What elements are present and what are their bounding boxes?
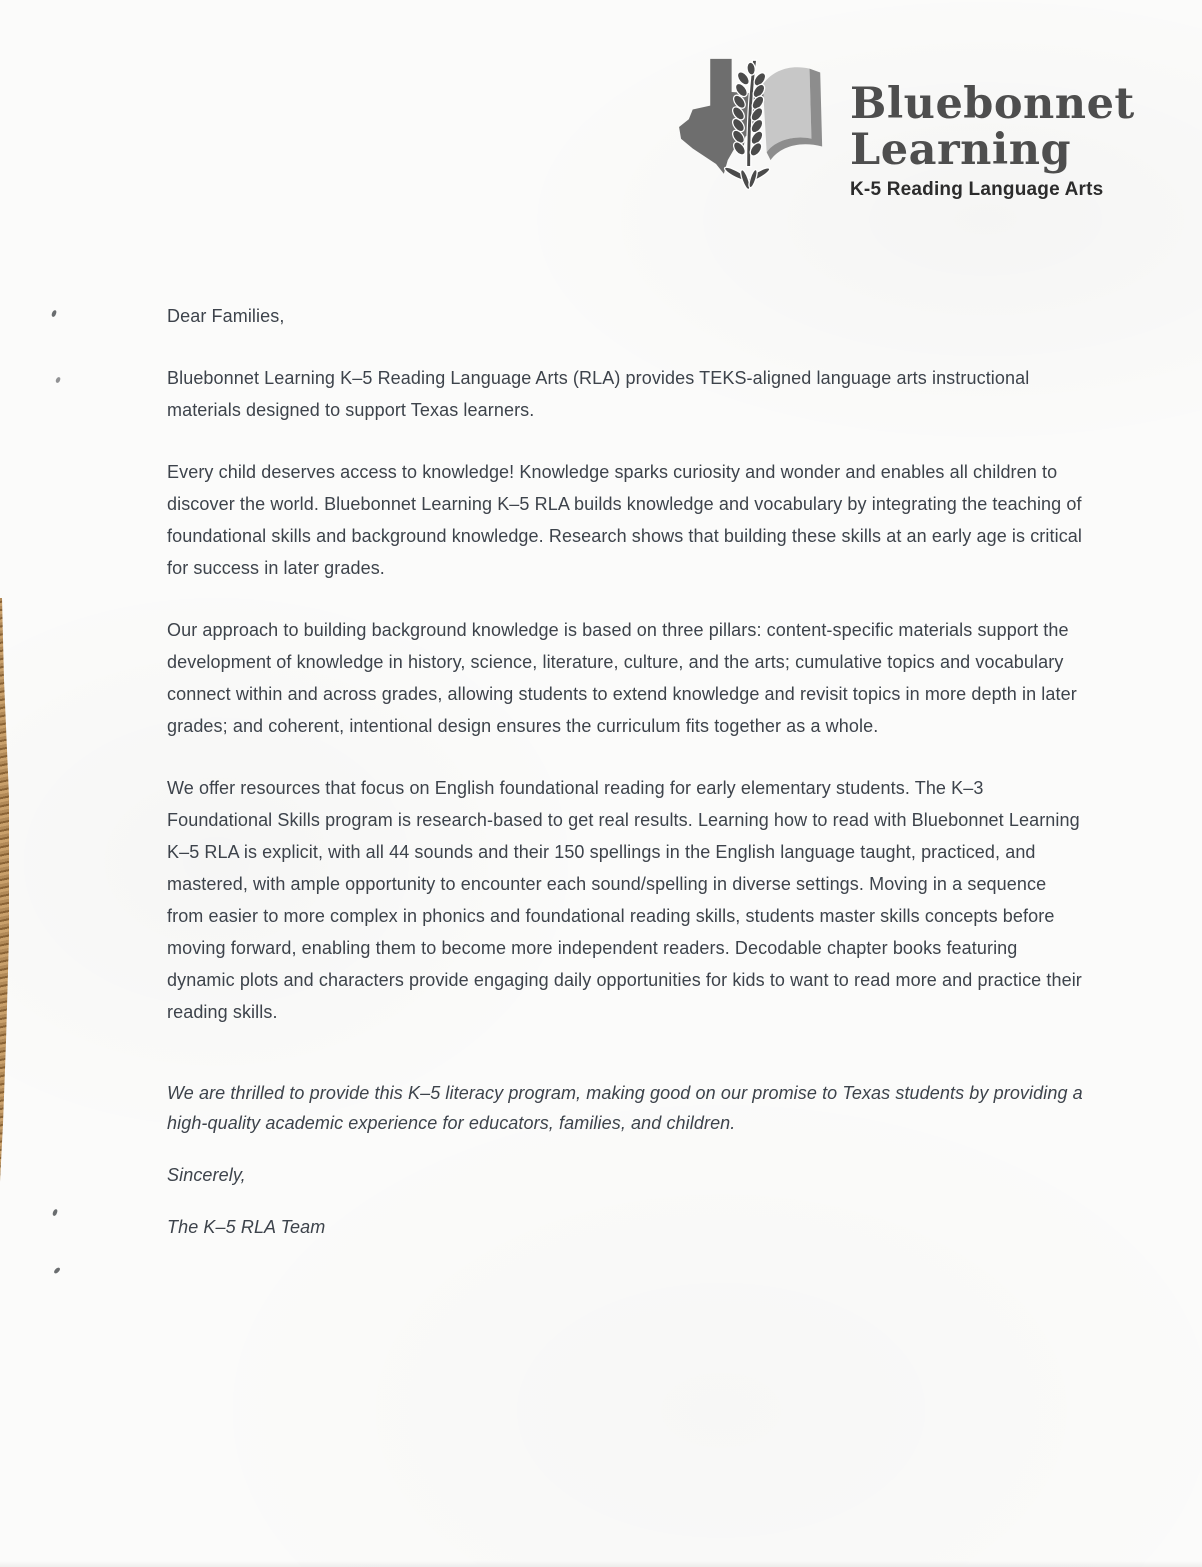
letter-signoff: Sincerely, [167,1165,246,1185]
letter-paragraph: Our approach to building background knowledge is based on three pillars: content-specific materials support the development of knowledge in history, science, literature, culture, and the arts; cumulative topics and vocabulary connect within and across grades, allowing students to extend knowledge and revisit topics in more depth in later grades; and coherent, intentional design ensures the curriculum fits together as a whole. [167,620,1077,736]
brand-name [850,81,1135,173]
letter-signature: The K–5 RLA Team [167,1217,326,1237]
desk-edge-artifact [0,598,9,1182]
letter-closing-block [167,1078,1087,1242]
letter-paragraph: We offer resources that focus on English foundational reading for early elementary students. The K–3 Foundational Skills program is research-based to get real results. Learning how to read with Bluebonnet Learning K–5 RLA is explicit, with all 44 sounds and their 150 spellings in the English language taught, practiced, and mastered, with ample opportunity to encounter each sound/spelling in diverse settings. Moving in a sequence from easier to more complex in phonics and foundational reading skills, students master skills concepts before moving forward, enabling them to become more independent readers. Decodable chapter books featuring dynamic plots and characters provide engaging daily opportunities for kids to want to read more and practice their reading skills. [167,778,1082,1022]
letter-closing: We are thrilled to provide this K–5 literacy program, making good on our promise to Texas students by providing a high-quality academic experience for educators, families, and children. [167,1083,1083,1133]
brand-header [676,55,1135,201]
texas-bluebonnet-book-logo-icon [676,55,834,201]
ink-speck [52,1209,58,1217]
letter-body [167,300,1087,1264]
brand-name-line1: Bluebonnet [850,79,1135,129]
ink-speck [55,377,61,384]
letter-paragraph: Bluebonnet Learning K–5 Reading Language Arts (RLA) provides TEKS-aligned language arts instructional materials designed to support Texas learners. [167,368,1030,420]
letter-greeting: Dear Families, [167,306,285,326]
ink-speck [53,1267,61,1275]
brand-name-line2: Learning [850,125,1072,175]
letter-paragraph: Every child deserves access to knowledge! Knowledge sparks curiosity and wonder and enables all children to discover the world. Bluebonnet Learning K–5 RLA builds knowledge and vocabulary by integrating the teaching of foundational skills and background knowledge. Research shows that building these skills at an early age is critical for success in later grades. [167,462,1083,578]
brand-text [850,55,1135,201]
brand-subtitle: K-5 Reading Language Arts [850,179,1104,200]
ink-speck [51,310,57,318]
